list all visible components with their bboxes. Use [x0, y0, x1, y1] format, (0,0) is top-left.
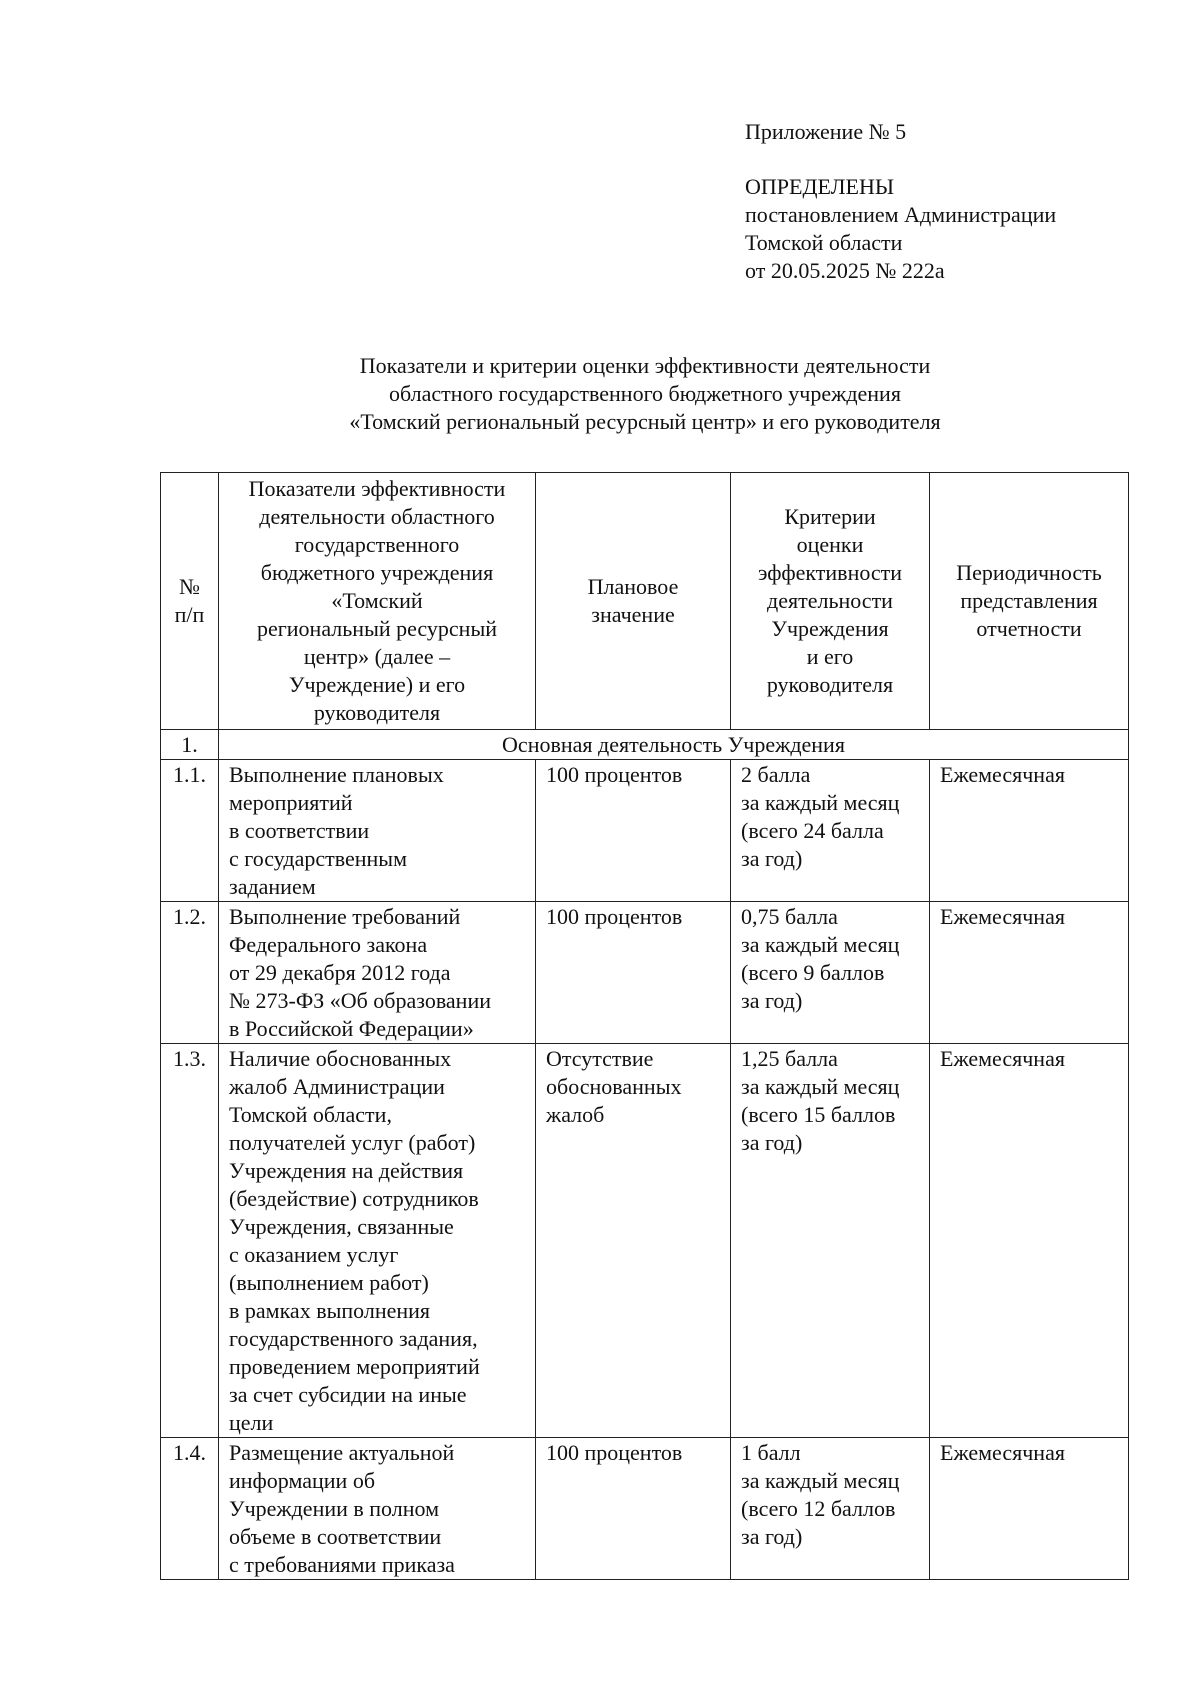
title-line: «Томский региональный ресурсный центр» и его руководителя	[349, 409, 941, 434]
criteria-table	[160, 472, 1129, 1580]
table-row	[161, 760, 1129, 902]
row-number: 1.4.	[161, 1438, 219, 1580]
row-indicator: Наличие обоснованных жалоб Администрации Томской области, получателей услуг (работ) Учреждения на действия (бездействие) сотрудников Учреждения, связанные с оказанием услуг (выполнением работ) в рамках выполнения государственного задания, проведением мероприятий за счет субсидии на иные цели	[219, 1044, 536, 1438]
row-number: 1.1.	[161, 760, 219, 902]
title-line: Показатели и критерии оценки эффективности деятельности	[359, 353, 931, 378]
row-criteria: 2 балла за каждый месяц (всего 24 балла за год)	[731, 760, 930, 902]
table-header-row	[161, 473, 1129, 730]
annex-number: Приложение № 5	[745, 119, 907, 144]
section-row	[161, 730, 1129, 760]
document-title	[0, 352, 1200, 436]
title-line: областного государственного бюджетного учреждения	[389, 381, 901, 406]
row-indicator: Выполнение требований Федерального закона от 29 декабря 2012 года № 273-ФЗ «Об образовании в Российской Федерации»	[219, 902, 536, 1044]
row-plan: 100 процентов	[536, 902, 731, 1044]
approval-date: от 20.05.2025 № 222а	[745, 258, 945, 283]
table-row	[161, 902, 1129, 1044]
row-plan: Отсутствие обоснованных жалоб	[536, 1044, 731, 1438]
header-indicator: Показатели эффективности деятельности областного государственного бюджетного учреждения «Томский региональный ресурсный центр» (далее – Учреждение) и его руководителя	[219, 473, 536, 730]
row-criteria: 1,25 балла за каждый месяц (всего 15 баллов за год)	[731, 1044, 930, 1438]
row-criteria: 1 балл за каждый месяц (всего 12 баллов за год)	[731, 1438, 930, 1580]
row-periodicity: Ежемесячная	[930, 1438, 1129, 1580]
table-row	[161, 1044, 1129, 1438]
row-periodicity: Ежемесячная	[930, 760, 1129, 902]
header-plan-value: Плановое значение	[536, 473, 731, 730]
approval-block	[745, 118, 1056, 285]
row-periodicity: Ежемесячная	[930, 902, 1129, 1044]
row-criteria: 0,75 балла за каждый месяц (всего 9 баллов за год)	[731, 902, 930, 1044]
row-indicator: Выполнение плановых мероприятий в соответствии с государственным заданием	[219, 760, 536, 902]
header-criteria: Критерии оценки эффективности деятельности Учреждения и его руководителя	[731, 473, 930, 730]
approval-line: Томской области	[745, 230, 903, 255]
section-number: 1.	[161, 730, 219, 760]
table-row	[161, 1438, 1129, 1580]
approval-line: постановлением Администрации	[745, 202, 1057, 227]
header-number: № п/п	[161, 473, 219, 730]
row-number: 1.3.	[161, 1044, 219, 1438]
row-plan: 100 процентов	[536, 1438, 731, 1580]
section-label: Основная деятельность Учреждения	[219, 730, 1129, 760]
row-indicator: Размещение актуальной информации об Учреждении в полном объеме в соответствии с требованиями приказа	[219, 1438, 536, 1580]
header-periodicity: Периодичность представления отчетности	[930, 473, 1129, 730]
row-plan: 100 процентов	[536, 760, 731, 902]
approval-heading: ОПРЕДЕЛЕНЫ	[745, 174, 895, 199]
row-periodicity: Ежемесячная	[930, 1044, 1129, 1438]
row-number: 1.2.	[161, 902, 219, 1044]
